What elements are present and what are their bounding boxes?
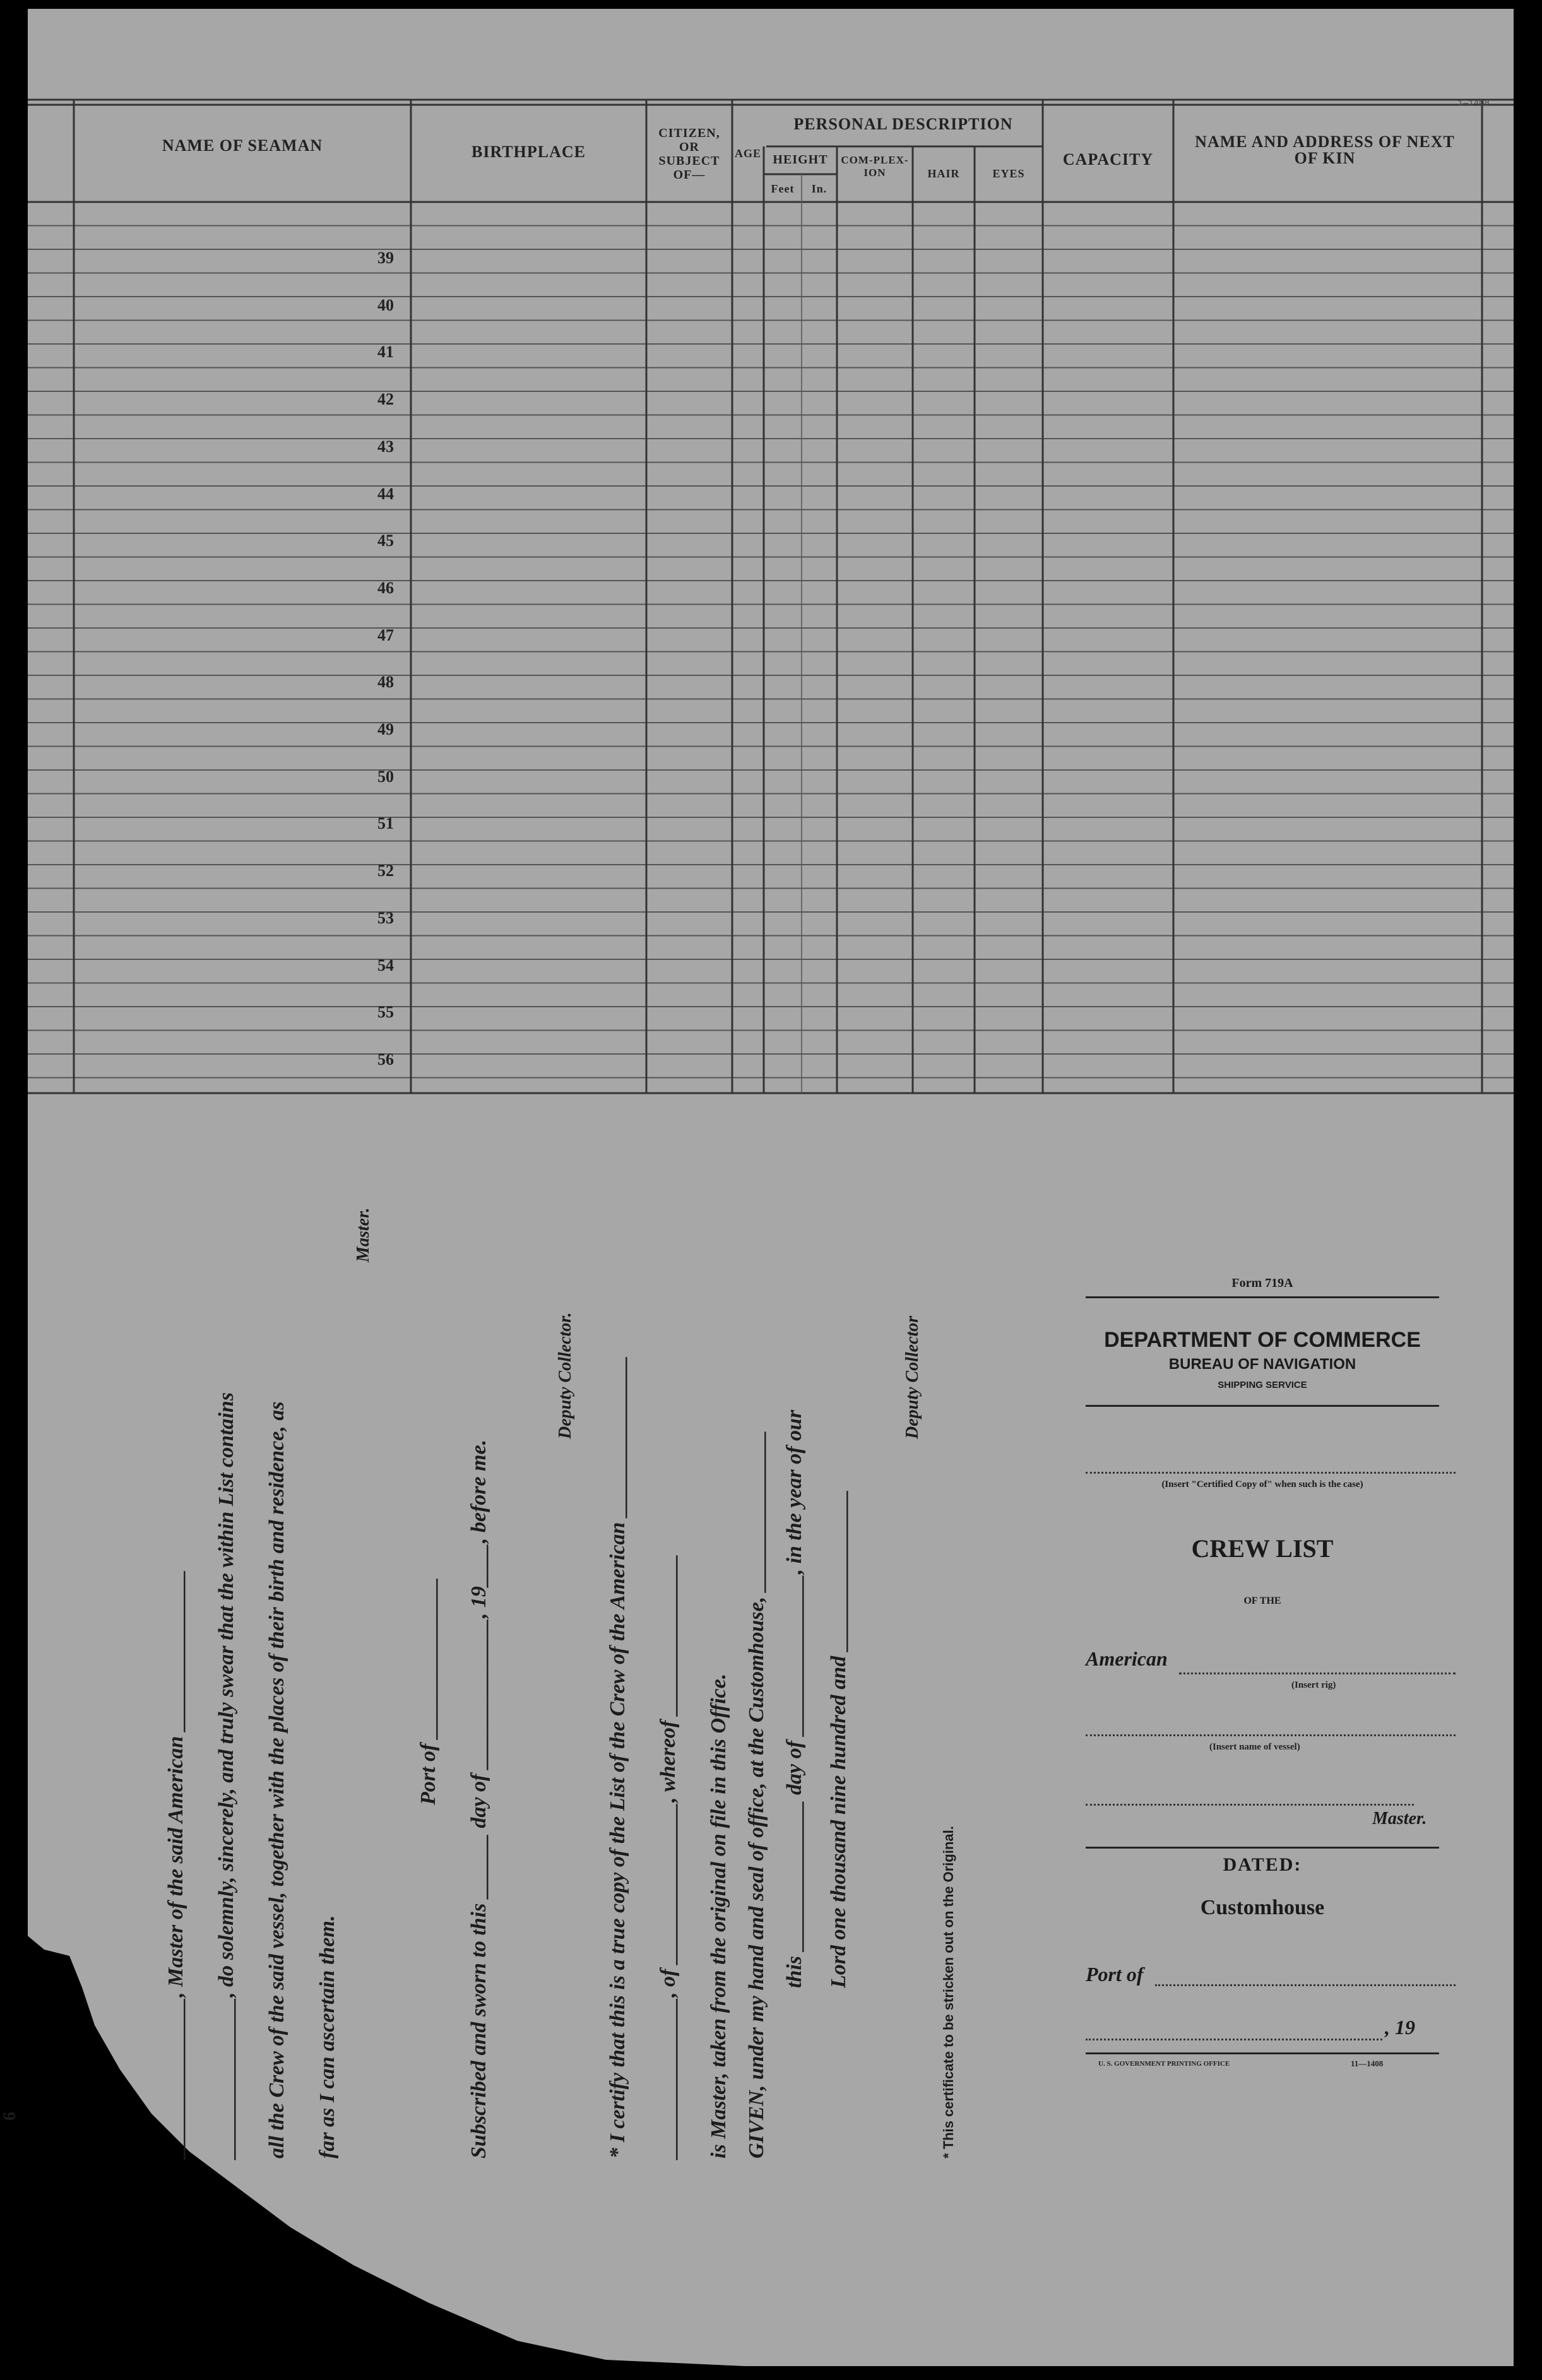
sworn-line: Subscribed and sworn to this ______ day of ______________, 19____, before me. bbox=[467, 1439, 490, 2158]
row-number: 49 bbox=[377, 720, 394, 738]
row-number: 55 bbox=[377, 1003, 394, 1022]
form-reference: 1—1408 bbox=[1457, 98, 1490, 109]
port-of-line: Port of _______________ bbox=[417, 1577, 440, 1805]
header-citizen: CITIZEN, OR SUBJECT OF— bbox=[658, 126, 720, 182]
master-name-line[interactable] bbox=[1086, 1804, 1414, 1806]
deputy-collector-label-1: Deputy Collector. bbox=[555, 1312, 575, 1439]
row-number: 53 bbox=[377, 908, 394, 927]
department-title: DEPARTMENT OF COMMERCE bbox=[1104, 1328, 1421, 1352]
header-eyes: EYES bbox=[992, 167, 1025, 180]
row-number: 50 bbox=[377, 767, 394, 786]
vessel-name-line[interactable] bbox=[1086, 1734, 1456, 1736]
cert-line-1: * I certify that this is a true copy of the List of the Crew of the American _______________ bbox=[606, 1356, 629, 2158]
row-number: 52 bbox=[377, 861, 394, 880]
oath-line-3: all the Crew of the said vessel, together with the places of their birth and residence, as bbox=[265, 1401, 288, 2158]
customhouse-label: Customhouse bbox=[1200, 1896, 1325, 1919]
row-number: 39 bbox=[377, 249, 394, 267]
year-label: , 19 bbox=[1385, 2016, 1415, 2039]
crew-list-title: CREW LIST bbox=[1191, 1534, 1334, 1563]
dated-label: DATED: bbox=[1223, 1854, 1302, 1875]
header-inches: In. bbox=[811, 182, 827, 195]
row-number: 46 bbox=[377, 578, 394, 597]
oath-certificate bbox=[0, 1117, 978, 2158]
header-age: AGE bbox=[734, 147, 761, 160]
service-title: SHIPPING SERVICE bbox=[1218, 1380, 1307, 1390]
header-capacity: CAPACITY bbox=[1062, 150, 1154, 169]
header-hair: HAIR bbox=[927, 167, 960, 180]
printer-code: 11—1408 bbox=[1351, 2059, 1384, 2068]
row-number: 47 bbox=[377, 625, 394, 644]
row-number: 40 bbox=[377, 295, 394, 314]
form-number: Form 719A bbox=[1231, 1276, 1293, 1290]
cover-master-label: Master. bbox=[1372, 1809, 1427, 1828]
header-next-of-kin: NAME AND ADDRESS OF NEXT OF KIN bbox=[1195, 133, 1455, 167]
row-number: 51 bbox=[377, 814, 394, 833]
insert-rig-hint: (Insert rig) bbox=[1291, 1680, 1336, 1690]
row-number: 48 bbox=[377, 673, 394, 692]
header-personal-description: PERSONAL DESCRIPTION bbox=[793, 115, 1013, 133]
row-number: 43 bbox=[377, 437, 394, 456]
row-number: 44 bbox=[377, 484, 394, 503]
american-label: American bbox=[1086, 1647, 1168, 1670]
oath-line-1: _______________, Master of the said American _______________ bbox=[164, 1570, 187, 2158]
certified-copy-hint: (Insert "Certified Copy of" when such is the case) bbox=[1161, 1479, 1363, 1489]
row-number: 54 bbox=[377, 956, 394, 974]
deputy-collector-label-2: Deputy Collector bbox=[903, 1315, 922, 1439]
cert-line-4: GIVEN, under my hand and seal of office, at the Customhouse, _______________ bbox=[745, 1430, 768, 2158]
cover-rule-2 bbox=[1086, 1405, 1439, 1407]
header-birthplace: BIRTHPLACE bbox=[471, 143, 586, 161]
cover-rule-3 bbox=[1086, 1847, 1439, 1849]
row-number: 42 bbox=[377, 390, 394, 409]
cert-line-5: this ______________ day of _______________, in the year of our bbox=[783, 1409, 806, 1988]
header-height: HEIGHT bbox=[773, 153, 828, 167]
port-field-line[interactable] bbox=[1155, 1984, 1456, 1986]
header-feet: Feet bbox=[771, 182, 795, 195]
row-number: 56 bbox=[377, 1050, 394, 1069]
insert-vessel-hint: (Insert name of vessel) bbox=[1209, 1742, 1300, 1752]
scan-border-right bbox=[1514, 0, 1542, 2380]
cert-line-6: Lord one thousand nine hundred and _______________ bbox=[827, 1489, 850, 1988]
printer-credit: U. S. GOVERNMENT PRINTING OFFICE bbox=[1098, 2060, 1230, 2068]
header-complexion: COM-PLEX-ION bbox=[841, 154, 909, 179]
cover-rule-top bbox=[1086, 1296, 1439, 1298]
certificate-footnote: * This certificate to be stricken out on the Original. bbox=[940, 1826, 956, 2158]
oath-line-4: far as I can ascertain them. bbox=[316, 1915, 339, 2158]
rig-field-line[interactable] bbox=[1179, 1673, 1456, 1674]
crew-list-cover bbox=[1054, 1275, 1471, 2068]
cert-line-3: is Master, taken from the original on file in this Office. bbox=[707, 1673, 730, 2158]
row-number: 41 bbox=[377, 343, 394, 362]
page-mark: 6 bbox=[0, 2112, 20, 2121]
master-signature-label: Master. bbox=[353, 1207, 373, 1262]
port-of-label: Port of bbox=[1086, 1963, 1144, 1986]
header-name-of-seaman: NAME OF SEAMAN bbox=[162, 136, 323, 155]
certified-copy-line bbox=[1086, 1472, 1456, 1474]
bureau-title: BUREAU OF NAVIGATION bbox=[1168, 1356, 1356, 1373]
date-field-line[interactable] bbox=[1086, 2039, 1382, 2040]
row-number: 45 bbox=[377, 531, 394, 550]
oath-line-2: _______________, do solemnly, sincerely, and truly swear that the within List contains bbox=[215, 1392, 238, 2158]
cover-rule-bottom bbox=[1086, 2052, 1439, 2054]
crew-table-grid bbox=[28, 9, 1515, 1094]
of-the-label: OF THE bbox=[1243, 1596, 1281, 1606]
cert-line-2: _______________, of _______________, whereof _______________ bbox=[656, 1554, 680, 2158]
